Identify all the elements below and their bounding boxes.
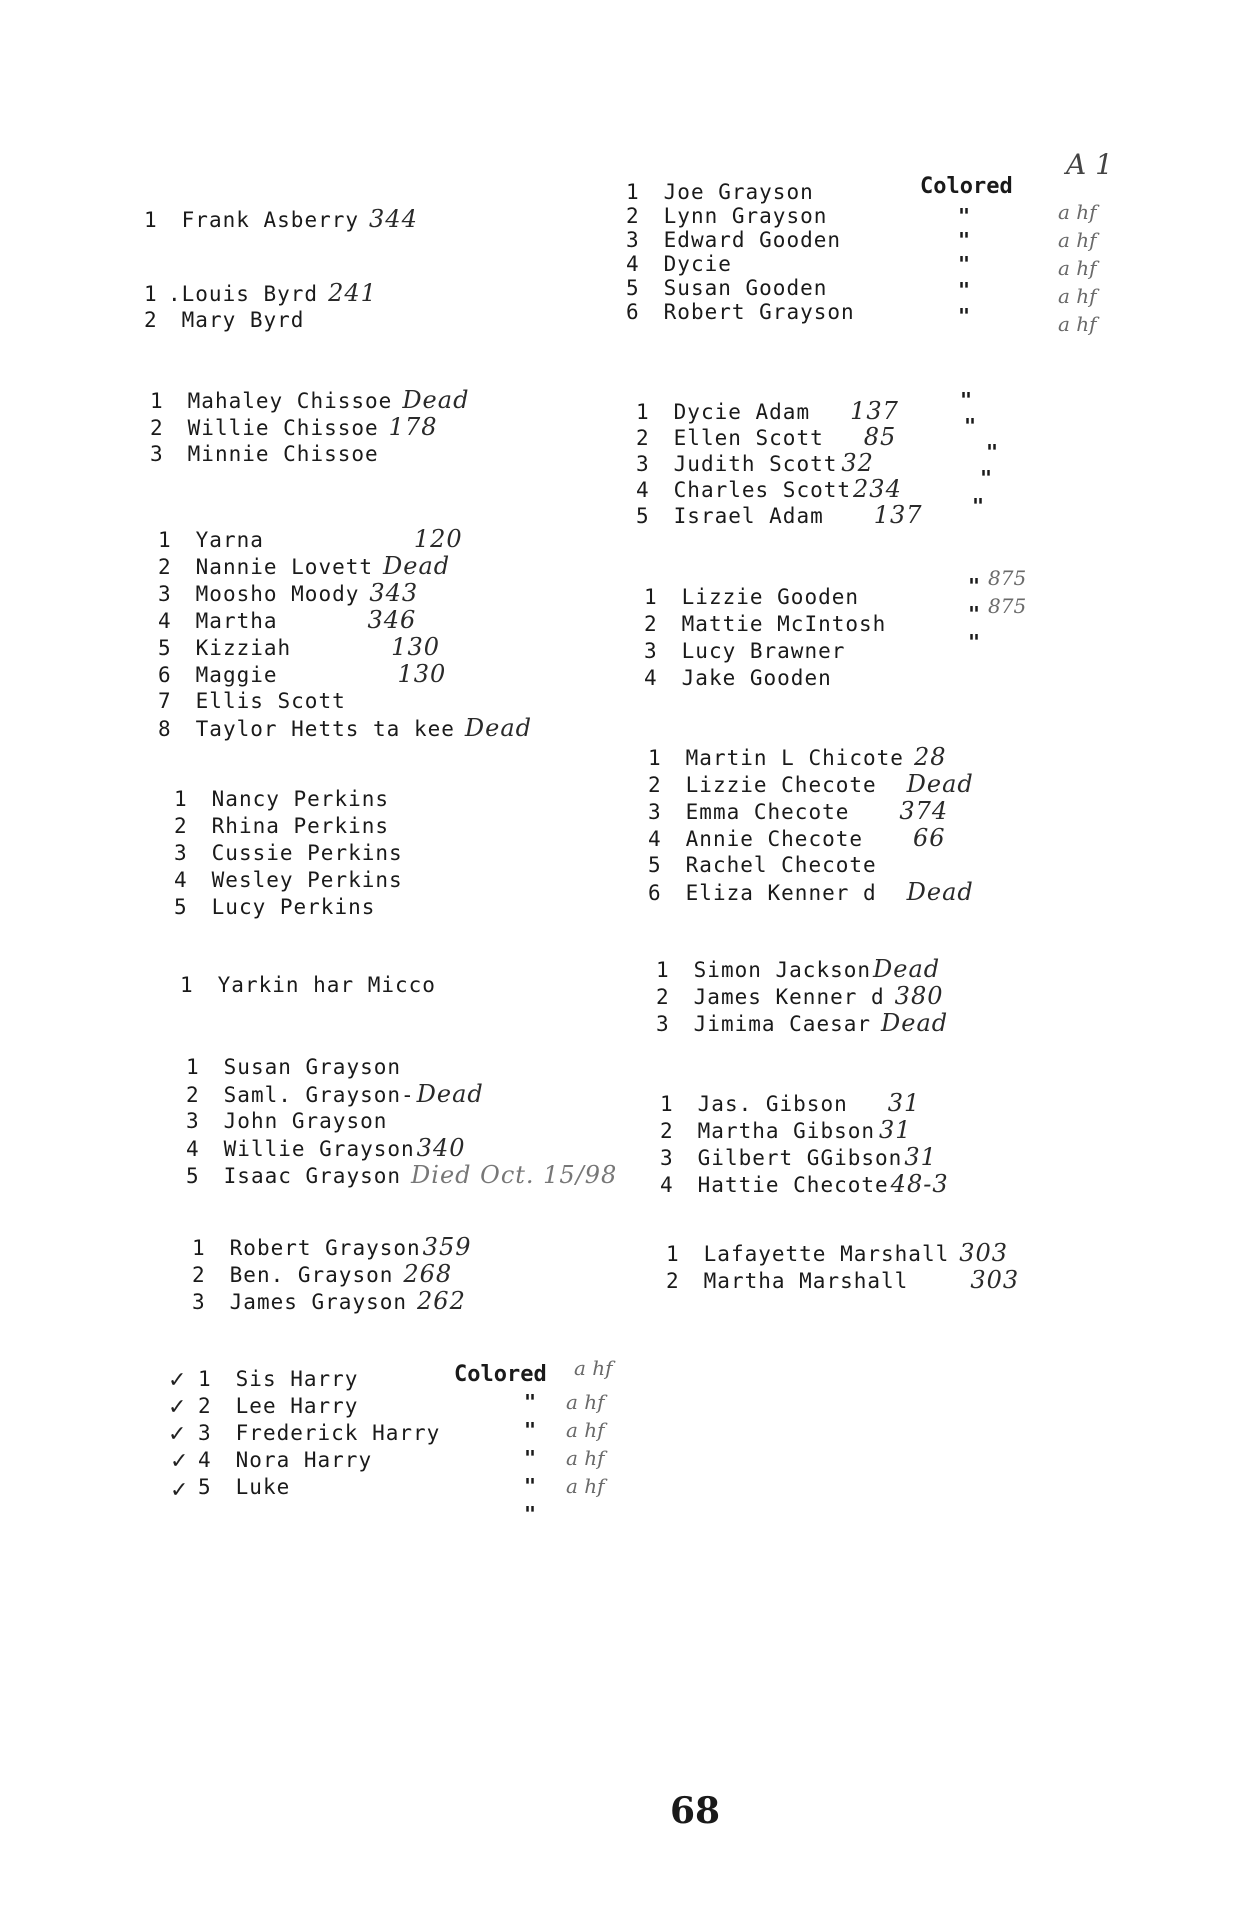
handwritten-note: 875 [988, 594, 1027, 618]
handwritten-note: a hf [1058, 312, 1097, 336]
list-item: 3 Emma Checote 374 [648, 797, 949, 825]
ditto-mark: " [972, 494, 985, 518]
list-item: 2 Lee Harry [198, 1394, 359, 1418]
group-asberry [144, 206, 418, 233]
list-item: 3 Cussie Perkins [174, 841, 403, 865]
list-item: 1 Sis Harry [198, 1367, 359, 1391]
list-item: 2 Lynn Grayson [626, 204, 828, 228]
handwritten-note: 875 [988, 566, 1027, 590]
group-grayson-b [192, 1234, 471, 1315]
ditto-mark: " [524, 1502, 537, 1526]
ditto-mark: " [968, 602, 981, 626]
list-item: 5 Lucy Perkins [174, 895, 376, 919]
list-item: 3 John Grayson [186, 1109, 388, 1133]
ditto-mark: " [958, 278, 971, 302]
group-micco [180, 972, 436, 999]
list-item: 5 Israel Adam 137 [636, 501, 923, 529]
colored-label-top: Colored [920, 174, 1013, 199]
list-item: 3 James Grayson 262 [192, 1287, 466, 1315]
list-item: 3 Frederick Harry [198, 1421, 441, 1445]
list-item: 1 Jas. Gibson 31 [660, 1089, 921, 1117]
list-item: 3 Gilbert GGibson31 [660, 1143, 937, 1171]
ditto-mark: " [960, 388, 973, 412]
list-item: 4 Nora Harry [198, 1448, 373, 1472]
list-item: 4 Annie Checote 66 [648, 824, 946, 852]
ditto-mark: " [958, 228, 971, 252]
list-item: 3 Edward Gooden [626, 228, 842, 252]
list-item: 3 Jimima Caesar Dead [656, 1009, 949, 1037]
list-item: 4 Martha 346 [158, 606, 417, 634]
check-mark-icon: ✓ [168, 1368, 187, 1393]
ditto-mark: " [524, 1446, 537, 1470]
handwritten-note: a hf [1058, 228, 1097, 252]
ditto-mark: " [968, 574, 981, 598]
check-mark-icon: ✓ [170, 1478, 189, 1503]
handwritten-note: a hf [566, 1390, 605, 1414]
list-item: 1 Joe Grayson [626, 180, 814, 204]
handwritten-note: a hf [574, 1356, 613, 1380]
list-item: 6 Robert Grayson [626, 300, 855, 324]
list-item: 6 Maggie 130 [158, 660, 447, 688]
group-adam-scott [636, 398, 923, 528]
list-item: 1 Lizzie Gooden [644, 585, 860, 609]
ditto-mark: " [980, 466, 993, 490]
list-item: 1 Yarkin har Micco [180, 973, 436, 997]
colored-label-bottom: Colored [454, 1362, 547, 1387]
ditto-mark: " [964, 414, 977, 438]
ditto-mark: " [958, 304, 971, 328]
ditto-mark: " [524, 1474, 537, 1498]
list-item: 2 Ben. Grayson 268 [192, 1260, 453, 1288]
handwritten-note: a hf [566, 1418, 605, 1442]
list-item: 2 Lizzie Checote Dead [648, 770, 974, 798]
list-item: 1 Dycie Adam 137 [636, 397, 899, 425]
list-item: 4 Dycie [626, 252, 732, 276]
list-item: 2 Saml. Grayson-Dead [186, 1080, 484, 1108]
list-item: 1 Robert Grayson359 [192, 1233, 472, 1261]
group-chissoe [150, 387, 469, 468]
group-marshall [666, 1240, 1019, 1294]
list-item: 1 Frank Asberry 344 [144, 205, 418, 233]
handwritten-note: A 1 [1066, 148, 1113, 181]
list-item: 5 Luke [198, 1475, 291, 1499]
group-harry [198, 1366, 440, 1501]
page-number: 68 [670, 1790, 721, 1832]
list-item: 2 Nannie Lovett Dead [158, 552, 451, 580]
list-item: 2 Mattie McIntosh [644, 612, 887, 636]
list-item: 5 Kizziah 130 [158, 633, 440, 661]
list-item: 4 Willie Grayson340 [186, 1134, 466, 1162]
list-item: 2 James Kenner d 380 [656, 982, 944, 1010]
list-item: 2 Martha Gibson 31 [660, 1116, 912, 1144]
ditto-mark: " [958, 252, 971, 276]
ditto-mark: " [968, 630, 981, 654]
list-item: 4 Jake Gooden [644, 666, 832, 690]
check-mark-icon: ✓ [168, 1422, 187, 1447]
group-jackson [656, 956, 948, 1037]
list-item: 6 Eliza Kenner d Dead [648, 878, 974, 906]
check-mark-icon: ✓ [168, 1395, 187, 1420]
list-item: 4 Hattie Checote48-3 [660, 1170, 949, 1198]
handwritten-note: a hf [566, 1446, 605, 1470]
list-item: 1 Martin L Chicote 28 [648, 743, 947, 771]
list-item: 1 Susan Grayson [186, 1055, 402, 1079]
list-item: 1 Yarna 120 [158, 525, 463, 553]
list-item: 2 Rhina Perkins [174, 814, 390, 838]
list-item: 5 Isaac Grayson Died Oct. 15/98 [186, 1161, 618, 1189]
handwritten-note: a hf [1058, 200, 1097, 224]
group-chicote [648, 744, 974, 906]
list-item: 8 Taylor Hetts ta kee Dead [158, 714, 532, 742]
group-yarna [158, 526, 532, 742]
group-gooden [644, 584, 886, 692]
group-grayson-a [186, 1054, 617, 1189]
group-grayson-colored [626, 180, 855, 324]
list-item: 3 Moosho Moody 343 [158, 579, 419, 607]
list-item: 2 Ellen Scott 85 [636, 423, 897, 451]
handwritten-note: a hf [1058, 284, 1097, 308]
list-item: 3 Judith Scott 32 [636, 449, 874, 477]
check-mark-icon: ✓ [170, 1449, 189, 1474]
list-item: 7 Ellis Scott [158, 689, 346, 713]
list-item: 1 Nancy Perkins [174, 787, 390, 811]
group-gibson [660, 1090, 949, 1198]
list-item: 3 Lucy Brawner [644, 639, 846, 663]
list-item: 2 Willie Chissoe 178 [150, 413, 438, 441]
list-item: 2 Mary Byrd [144, 308, 305, 332]
group-byrd [144, 280, 377, 334]
ditto-mark: " [986, 440, 999, 464]
list-item: 1 Lafayette Marshall 303 [666, 1239, 1009, 1267]
handwritten-note: a hf [566, 1474, 605, 1498]
list-item: 4 Charles Scott234 [636, 475, 902, 503]
list-item: 4 Wesley Perkins [174, 868, 403, 892]
list-item: 2 Martha Marshall 303 [666, 1266, 1020, 1294]
handwritten-note: a hf [1058, 256, 1097, 280]
list-item: 1 Simon JacksonDead [656, 955, 941, 983]
list-item: 1 .Louis Byrd 241 [144, 279, 377, 307]
ditto-mark: " [524, 1390, 537, 1414]
list-item: 5 Rachel Checote [648, 853, 877, 877]
ditto-mark: " [524, 1418, 537, 1442]
list-item: 3 Minnie Chissoe [150, 442, 379, 466]
list-item: 5 Susan Gooden [626, 276, 828, 300]
list-item: 1 Mahaley Chissoe Dead [150, 386, 470, 414]
ditto-mark: " [958, 204, 971, 228]
group-perkins [174, 786, 403, 921]
